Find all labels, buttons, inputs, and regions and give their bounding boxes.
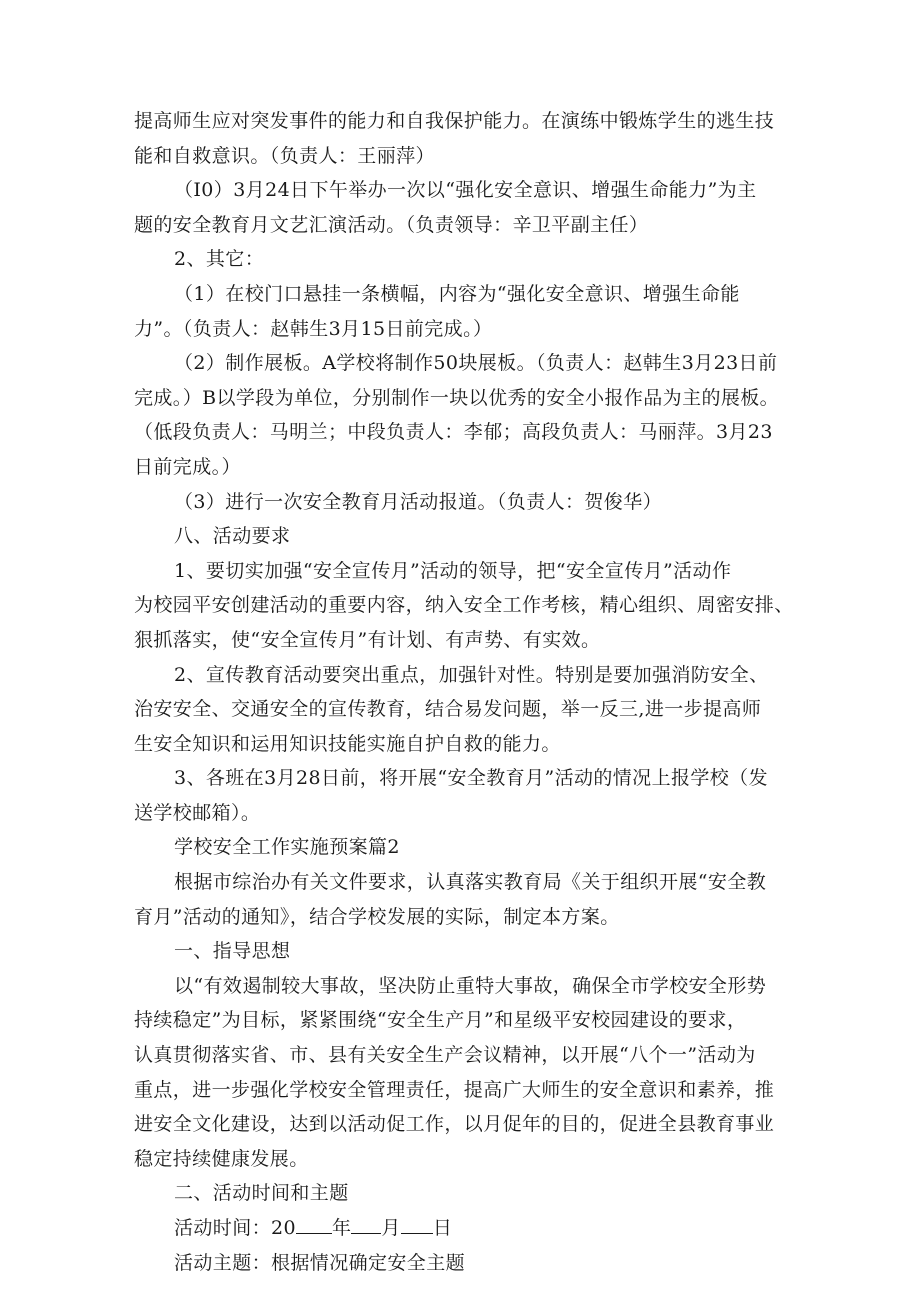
text-line: 日前完成。） xyxy=(134,455,241,478)
activity-time-label: 活动时间： xyxy=(174,1217,272,1239)
text-line: 二、活动时间和主题 xyxy=(174,1182,349,1205)
paragraph xyxy=(134,1176,794,1211)
text-line: 完成。）B以学段为单位，分别制作一块以优秀的安全小报作品为主的展板。 xyxy=(134,386,780,409)
text-line: 提高师生应对突发事件的能力和自我保护能力。在演练中锻炼学生的逃生技 xyxy=(134,110,775,132)
paragraph xyxy=(134,658,794,762)
text-line: 2、宣传教育活动要突出重点，加强针对性。特别是要加强消防安全、 xyxy=(174,663,769,686)
day-blank xyxy=(401,1211,433,1234)
text-line: 题的安全教育月文艺汇演活动。（负责领导：辛卫平副主任） xyxy=(134,213,649,236)
paragraph xyxy=(134,242,794,277)
text-line: 送学校邮箱）。 xyxy=(134,801,261,824)
day-unit: 日 xyxy=(432,1217,453,1239)
month-unit: 月 xyxy=(381,1217,401,1239)
paragraph xyxy=(134,346,794,484)
text-line: 稳定持续健康发展。 xyxy=(134,1147,309,1170)
text-line: 能和自救意识。（负责人：王丽萍） xyxy=(134,144,435,167)
text-line: 学校安全工作实施预案篇2 xyxy=(174,836,400,859)
paragraph xyxy=(134,277,794,346)
text-line: （3）进行一次安全教育月活动报道。（负责人：贺俊华） xyxy=(174,490,662,513)
activity-theme-line: 活动主题：根据情况确定安全主题 xyxy=(174,1251,466,1274)
document-body xyxy=(134,104,794,1211)
text-line: （低段负责人：马明兰；中段负责人：李郁；高段负责人：马丽萍。3月23 xyxy=(134,421,773,444)
text-line: 2、其它： xyxy=(174,248,265,271)
paragraph xyxy=(134,830,794,865)
paragraph xyxy=(134,865,794,934)
text-line: 1、要切实加强“安全宣传月”活动的领导，把“安全宣传月”活动作 xyxy=(174,559,732,582)
paragraph xyxy=(134,761,794,830)
paragraph xyxy=(134,104,794,173)
paragraph xyxy=(134,485,794,520)
paragraph xyxy=(134,934,794,969)
text-line: 治安安全、交通安全的宣传教育，结合易发问题，举一反三,进一步提高师 xyxy=(134,698,762,721)
text-line: 以“有效遏制较大事故，坚决防止重特大事故，确保全市学校安全形势 xyxy=(174,974,767,997)
paragraph xyxy=(134,969,794,1177)
text-line: 力”。（负责人：赵韩生3月15日前完成。） xyxy=(134,317,493,340)
paragraph xyxy=(134,554,794,658)
text-line: 3、各班在3月28日前，将开展“安全教育月”活动的情况上报学校（发 xyxy=(174,767,768,790)
month-blank xyxy=(351,1211,381,1234)
year-blank xyxy=(296,1211,332,1234)
text-line: 持续稳定”为目标，紧紧围绕“安全生产月”和星级平安校园建设的要求， xyxy=(134,1009,747,1032)
text-line: 认真贯彻落实省、市、县有关安全生产会议精神，以开展“八个一”活动为 xyxy=(134,1044,756,1067)
year-unit: 年 xyxy=(332,1217,352,1239)
paragraph xyxy=(134,519,794,554)
text-line: 根据市综治办有关文件要求，认真落实教育局《关于组织开展“安全教 xyxy=(174,871,767,894)
text-line: 一、指导思想 xyxy=(174,940,291,963)
activity-time-line xyxy=(134,1211,794,1246)
text-line: 八、活动要求 xyxy=(174,525,291,548)
text-line: 狠抓落实，使“安全宣传月”有计划、有声势、有实效。 xyxy=(134,628,601,651)
text-line: （2）制作展板。A学校将制作50块展板。（负责人：赵韩生3月23日前 xyxy=(174,352,778,375)
paragraph xyxy=(134,173,794,242)
year-prefix: 20 xyxy=(271,1217,296,1239)
text-line: 为校园平安创建活动的重要内容，纳入安全工作考核，精心组织、周密安排、 xyxy=(134,594,794,617)
text-line: 重点，进一步强化学校安全管理责任，提高广大师生的安全意识和素养，推 xyxy=(134,1078,775,1101)
text-line: （I0）3月24日下午举办一次以“强化安全意识、增强生命能力”为主 xyxy=(174,179,757,202)
text-line: 进安全文化建设，达到以活动促工作，以月促年的目的，促进全县教育事业 xyxy=(134,1113,775,1136)
text-line: 育月”活动的通知》，结合学校发展的实际，制定本方案。 xyxy=(134,905,620,928)
text-line: 生安全知识和运用知识技能实施自护自救的能力。 xyxy=(134,732,561,755)
text-line: （1）在校门口悬挂一条横幅，内容为“强化安全意识、增强生命能 xyxy=(174,282,740,305)
document-page xyxy=(134,104,794,1280)
